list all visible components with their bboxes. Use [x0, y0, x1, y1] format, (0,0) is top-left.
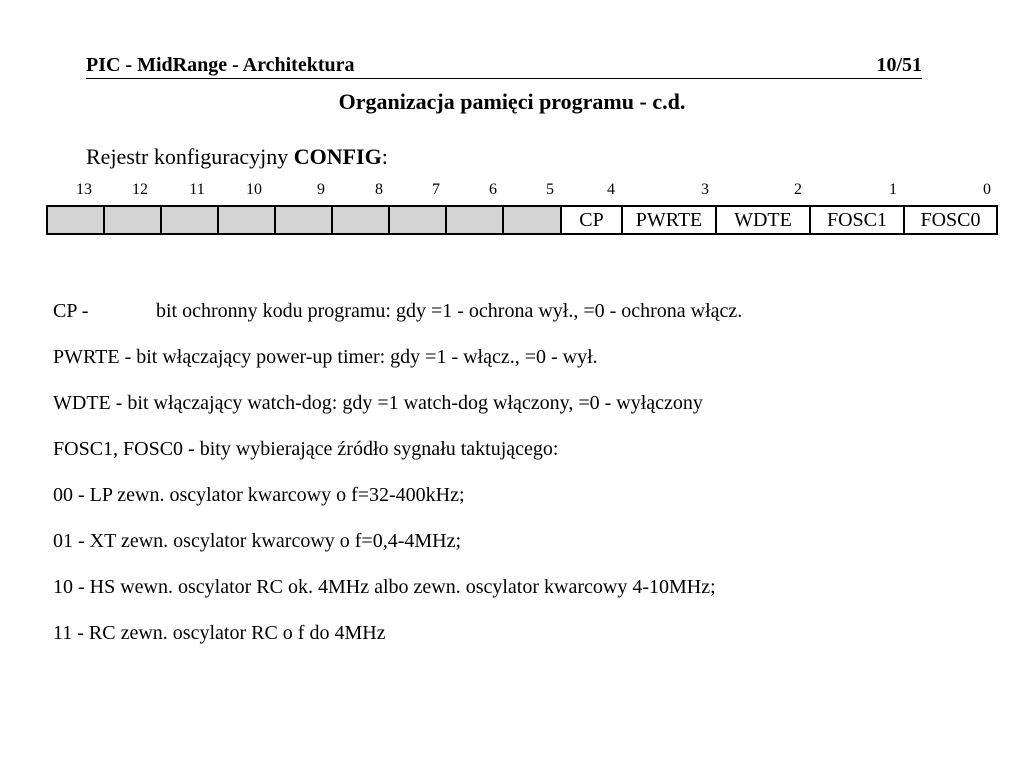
bit-number: 5 [546, 181, 554, 198]
bit-cell-fosc1: FOSC1 [811, 207, 905, 233]
bit-number: 13 [76, 181, 92, 198]
slide-title: PIC - MidRange - Architektura [86, 54, 355, 76]
unused-bit-8 [333, 207, 390, 233]
bit-cell-cp: CP [562, 207, 623, 233]
fosc-description: FOSC1, FOSC0 - bity wybierające źródło sygnału taktującego: [53, 438, 559, 460]
bit-cell-fosc0: FOSC0 [920, 209, 981, 231]
unused-bit-11 [162, 207, 219, 233]
unused-bit-10 [219, 207, 276, 233]
slide-header [86, 54, 922, 79]
oscillator-option-11: 11 - RC zewn. oscylator RC o f do 4MHz [53, 622, 386, 644]
register-name: CONFIG [293, 144, 382, 169]
bit-number: 4 [607, 181, 615, 198]
unused-bit-6 [447, 207, 504, 233]
bit-number: 12 [132, 181, 148, 198]
oscillator-option-01: 01 - XT zewn. oscylator kwarcowy o f=0,4-4MHz; [53, 530, 462, 552]
bit-cell-wdte: WDTE [717, 207, 811, 233]
cp-description [53, 300, 742, 323]
register-label [86, 144, 388, 170]
unused-bit-7 [390, 207, 447, 233]
wdte-description: WDTE - bit włączający watch-dog: gdy =1 watch-dog włączony, =0 - wyłączony [53, 392, 703, 414]
unused-bit-12 [105, 207, 162, 233]
bit-number: 11 [189, 181, 205, 198]
config-register-table [46, 205, 998, 235]
unused-bit-5 [504, 207, 562, 233]
pwrte-description: PWRTE - bit włączający power-up timer: gdy =1 - włącz., =0 - wył. [53, 346, 598, 368]
bit-number: 3 [701, 181, 709, 198]
bit-number: 0 [983, 181, 991, 198]
page-number: 10/51 [876, 54, 922, 76]
bit-number-row [46, 181, 1000, 201]
cp-term: CP - [53, 300, 89, 322]
bit-number: 9 [317, 181, 325, 198]
bit-number: 2 [794, 181, 802, 198]
cp-text: bit ochronny kodu programu: gdy =1 - ochrona wył., =0 - ochrona włącz. [156, 300, 743, 322]
register-label-prefix: Rejestr konfiguracyjny [86, 144, 294, 169]
register-label-suffix: : [381, 144, 388, 169]
unused-bit-13 [48, 207, 105, 233]
slide-subtitle: Organizacja pamięci programu - c.d. [338, 89, 686, 114]
oscillator-option-10: 10 - HS wewn. oscylator RC ok. 4MHz albo zewn. oscylator kwarcowy 4-10MHz; [53, 576, 716, 598]
bit-number: 1 [889, 181, 897, 198]
unused-bit-9 [276, 207, 333, 233]
bit-cell-pwrte: PWRTE [623, 207, 717, 233]
bit-number: 7 [432, 181, 440, 198]
bit-number: 6 [489, 181, 497, 198]
bit-number: 10 [246, 181, 262, 198]
oscillator-option-00: 00 - LP zewn. oscylator kwarcowy o f=32-400kHz; [53, 484, 465, 506]
bit-number: 8 [375, 181, 383, 198]
